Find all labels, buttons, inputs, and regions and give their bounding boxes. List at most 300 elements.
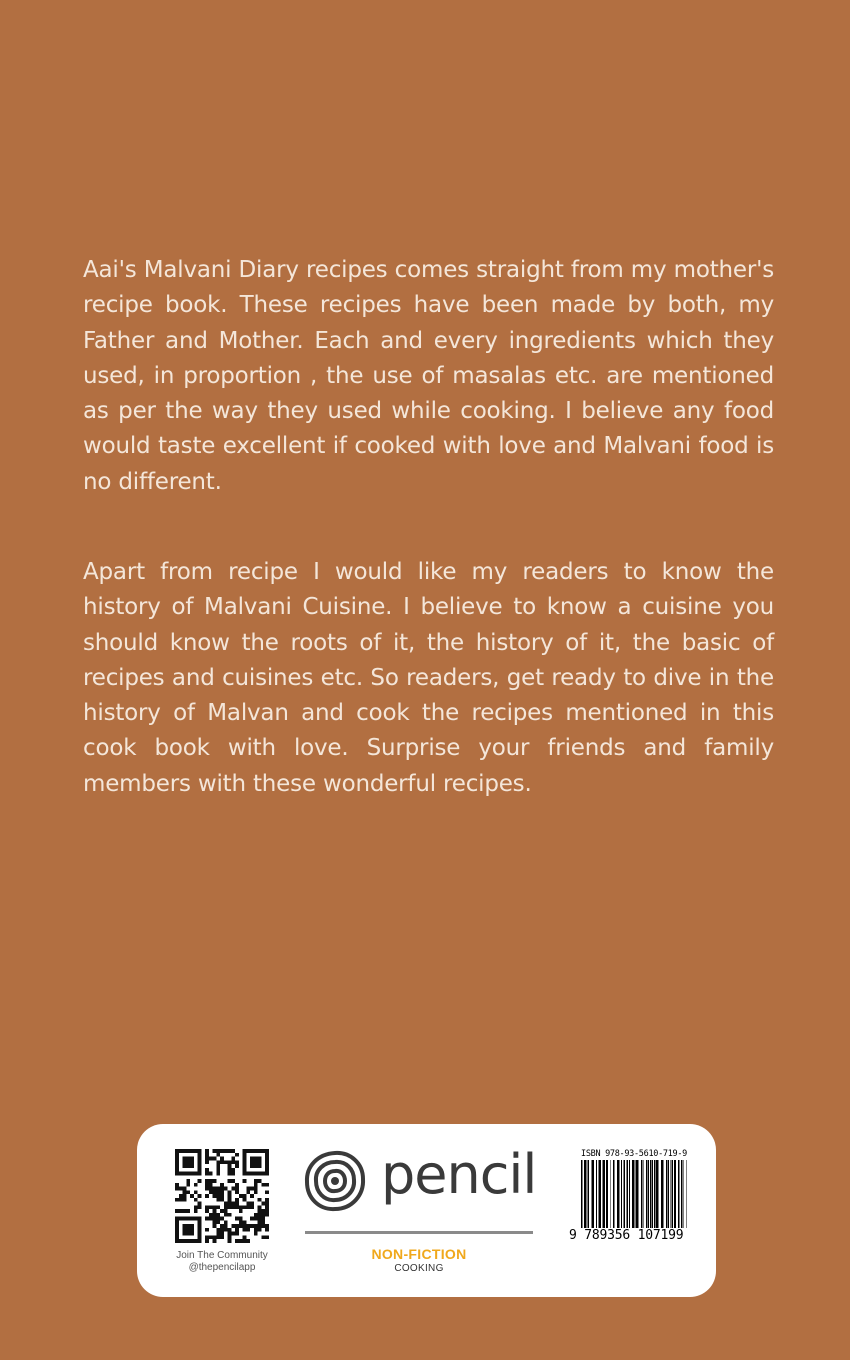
qr-module: [228, 1160, 232, 1164]
qr-module: [183, 1160, 187, 1164]
qr-module: [235, 1187, 239, 1191]
qr-module: [254, 1228, 258, 1232]
qr-module: [261, 1202, 265, 1206]
qr-module: [228, 1149, 232, 1153]
qr-module: [175, 1183, 179, 1187]
qr-module: [216, 1217, 220, 1221]
qr-module: [198, 1160, 202, 1164]
qr-module: [231, 1168, 235, 1172]
qr-module: [231, 1157, 235, 1161]
barcode-bar: [668, 1160, 669, 1228]
qr-module: [246, 1205, 250, 1209]
qr-module: [239, 1194, 243, 1198]
qr-module: [224, 1149, 228, 1153]
qr-module: [243, 1235, 247, 1239]
qr-module: [216, 1213, 220, 1217]
qr-module: [186, 1160, 190, 1164]
qr-module: [205, 1179, 209, 1183]
barcode-bar: [683, 1160, 684, 1228]
qr-module: [216, 1194, 220, 1198]
qr-module: [261, 1217, 265, 1221]
qr-module: [198, 1235, 202, 1239]
qr-module: [198, 1205, 202, 1209]
barcode-bar: [652, 1160, 653, 1228]
qr-module: [258, 1228, 262, 1232]
qr-module: [246, 1239, 250, 1243]
barcode-bar: [686, 1160, 687, 1228]
barcode-bar: [584, 1160, 586, 1228]
qr-module: [194, 1239, 198, 1243]
qr-module: [246, 1172, 250, 1176]
qr-module: [213, 1213, 217, 1217]
qr-module: [224, 1205, 228, 1209]
qr-module: [254, 1164, 258, 1168]
qr-module: [235, 1183, 239, 1187]
qr-module: [243, 1168, 247, 1172]
qr-module: [265, 1209, 269, 1213]
qr-module: [198, 1228, 202, 1232]
qr-module: [228, 1239, 232, 1243]
qr-module: [175, 1172, 179, 1176]
qr-module: [179, 1239, 183, 1243]
qr-module: [246, 1202, 250, 1206]
qr-module: [228, 1164, 232, 1168]
qr-module: [265, 1149, 269, 1153]
qr-module: [209, 1183, 213, 1187]
qr-module: [231, 1205, 235, 1209]
qr-module: [228, 1235, 232, 1239]
qr-module: [205, 1157, 209, 1161]
qr-module: [216, 1149, 220, 1153]
qr-module: [209, 1213, 213, 1217]
qr-module: [213, 1194, 217, 1198]
qr-module: [265, 1164, 269, 1168]
qr-module: [175, 1209, 179, 1213]
qr-module: [243, 1228, 247, 1232]
qr-module: [235, 1228, 239, 1232]
qr-module: [258, 1160, 262, 1164]
qr-module: [239, 1239, 243, 1243]
qr-module: [243, 1157, 247, 1161]
barcode-bar: [627, 1160, 629, 1228]
qr-module: [213, 1239, 217, 1243]
qr-module: [265, 1224, 269, 1228]
barcode-bar: [596, 1160, 597, 1228]
qr-module: [261, 1235, 265, 1239]
qr-module: [216, 1168, 220, 1172]
qr-module: [258, 1172, 262, 1176]
qr-module: [254, 1149, 258, 1153]
qr-module: [175, 1187, 179, 1191]
qr-module: [205, 1228, 209, 1232]
barcode-bar: [656, 1160, 658, 1228]
qr-caption-line-1: Join The Community: [176, 1250, 268, 1261]
qr-module: [183, 1190, 187, 1194]
qr-module: [186, 1232, 190, 1236]
subgenre-label: COOKING: [394, 1263, 444, 1274]
qr-module: [194, 1198, 198, 1202]
qr-module: [235, 1160, 239, 1164]
qr-module: [190, 1232, 194, 1236]
qr-module: [243, 1205, 247, 1209]
barcode-bar: [599, 1160, 601, 1228]
qr-module: [243, 1220, 247, 1224]
qr-module: [220, 1209, 224, 1213]
qr-module: [254, 1179, 258, 1183]
qr-module: [220, 1194, 224, 1198]
qr-module: [186, 1228, 190, 1232]
qr-module: [216, 1187, 220, 1191]
qr-module: [220, 1232, 224, 1236]
qr-module: [235, 1232, 239, 1236]
qr-module: [231, 1232, 235, 1236]
qr-module: [250, 1160, 254, 1164]
qr-module: [250, 1164, 254, 1168]
qr-module: [205, 1205, 209, 1209]
barcode-bar: [635, 1160, 636, 1228]
qr-module: [243, 1194, 247, 1198]
qr-module: [250, 1205, 254, 1209]
qr-module: [228, 1172, 232, 1176]
barcode-bar: [641, 1160, 642, 1228]
qr-module: [175, 1224, 179, 1228]
qr-module: [209, 1157, 213, 1161]
qr-module: [175, 1149, 179, 1153]
qr-module: [186, 1224, 190, 1228]
qr-module: [213, 1224, 217, 1228]
qr-module: [243, 1160, 247, 1164]
qr-module: [186, 1164, 190, 1168]
qr-module: [243, 1179, 247, 1183]
qr-module: [235, 1205, 239, 1209]
qr-module: [261, 1224, 265, 1228]
qr-module: [179, 1194, 183, 1198]
qr-module: [258, 1209, 262, 1213]
qr-module: [194, 1205, 198, 1209]
qr-module: [183, 1187, 187, 1191]
qr-module: [239, 1224, 243, 1228]
qr-module: [261, 1213, 265, 1217]
qr-module: [220, 1160, 224, 1164]
qr-module: [231, 1202, 235, 1206]
qr-module: [216, 1220, 220, 1224]
barcode-bar: [636, 1160, 638, 1228]
qr-module: [183, 1239, 187, 1243]
publisher-footer-card: [137, 1124, 716, 1297]
qr-module: [224, 1187, 228, 1191]
qr-module: [265, 1228, 269, 1232]
barcode-bar: [670, 1160, 671, 1228]
qr-module: [228, 1205, 232, 1209]
qr-module: [239, 1209, 243, 1213]
qr-module: [250, 1194, 254, 1198]
qr-module: [183, 1224, 187, 1228]
qr-module: [261, 1209, 265, 1213]
qr-module: [216, 1198, 220, 1202]
qr-module: [205, 1149, 209, 1153]
qr-module: [228, 1179, 232, 1183]
qr-module: [220, 1235, 224, 1239]
qr-module: [198, 1194, 202, 1198]
qr-module: [175, 1198, 179, 1202]
qr-module: [228, 1194, 232, 1198]
qr-module: [239, 1217, 243, 1221]
qr-module: [216, 1160, 220, 1164]
qr-module: [258, 1157, 262, 1161]
qr-module: [175, 1239, 179, 1243]
qr-module: [186, 1179, 190, 1183]
qr-module: [209, 1190, 213, 1194]
qr-module: [228, 1232, 232, 1236]
qr-module: [220, 1157, 224, 1161]
qr-module: [209, 1205, 213, 1209]
qr-module: [198, 1220, 202, 1224]
qr-module: [258, 1179, 262, 1183]
qr-module: [220, 1149, 224, 1153]
qr-module: [205, 1239, 209, 1243]
qr-module: [186, 1190, 190, 1194]
qr-module: [235, 1217, 239, 1221]
qr-module: [183, 1209, 187, 1213]
barcode-bar: [648, 1160, 649, 1228]
qr-module: [205, 1168, 209, 1172]
qr-module: [228, 1228, 232, 1232]
qr-module: [213, 1220, 217, 1224]
barcode-bar: [606, 1160, 608, 1228]
barcode-bar: [681, 1160, 683, 1228]
qr-module: [265, 1235, 269, 1239]
qr-module: [254, 1157, 258, 1161]
qr-module: [175, 1235, 179, 1239]
qr-module: [205, 1187, 209, 1191]
qr-module: [194, 1183, 198, 1187]
qr-module: [213, 1209, 217, 1213]
qr-module: [190, 1172, 194, 1176]
barcode-bar: [610, 1160, 611, 1228]
qr-module: [250, 1187, 254, 1191]
qr-module: [254, 1172, 258, 1176]
qr-module: [190, 1164, 194, 1168]
qr-module: [216, 1232, 220, 1236]
barcode-bar: [629, 1160, 630, 1228]
qr-module: [198, 1164, 202, 1168]
qr-module: [205, 1172, 209, 1176]
qr-module: [243, 1149, 247, 1153]
barcode-bar: [643, 1160, 644, 1228]
qr-module: [205, 1217, 209, 1221]
qr-module: [220, 1187, 224, 1191]
qr-module: [198, 1239, 202, 1243]
qr-module: [209, 1217, 213, 1221]
qr-module: [175, 1228, 179, 1232]
qr-module: [190, 1224, 194, 1228]
qr-module: [179, 1149, 183, 1153]
qr-module: [216, 1235, 220, 1239]
qr-module: [250, 1224, 254, 1228]
qr-module: [183, 1164, 187, 1168]
qr-module: [216, 1153, 220, 1157]
qr-module: [194, 1190, 198, 1194]
description-paragraph-2: Apart from recipe I would like my readers to know the history of Malvani Cuisine. I believe to know a cuisine you should know the roots of it, the history of it, the basic of recipes and cuisines etc. So readers, get ready to dive in the history of Malvan and cook the recipes mentioned in this cook book with love. Surprise your friends and family members with these wonderful recipes.: [83, 559, 774, 797]
qr-module: [213, 1157, 217, 1161]
qr-module: [179, 1172, 183, 1176]
qr-module: [198, 1224, 202, 1228]
qr-module: [235, 1224, 239, 1228]
qr-module: [254, 1224, 258, 1228]
qr-module: [209, 1179, 213, 1183]
qr-module: [216, 1228, 220, 1232]
barcode-bar: [666, 1160, 668, 1228]
qr-module: [224, 1213, 228, 1217]
barcode-bar: [623, 1160, 625, 1228]
qr-module: [175, 1164, 179, 1168]
qr-module: [198, 1202, 202, 1206]
qr-module: [243, 1164, 247, 1168]
qr-module: [265, 1202, 269, 1206]
qr-module: [216, 1190, 220, 1194]
qr-module: [198, 1232, 202, 1236]
qr-module: [220, 1183, 224, 1187]
qr-module: [246, 1190, 250, 1194]
qr-module: [213, 1235, 217, 1239]
barcode-bar: [671, 1160, 673, 1228]
qr-module: [220, 1217, 224, 1221]
qr-module: [198, 1168, 202, 1172]
qr-module: [265, 1198, 269, 1202]
qr-module: [258, 1164, 262, 1168]
qr-module: [186, 1239, 190, 1243]
qr-module: [209, 1187, 213, 1191]
qr-module: [213, 1190, 217, 1194]
qr-module: [250, 1202, 254, 1206]
qr-module: [224, 1228, 228, 1232]
qr-module: [228, 1202, 232, 1206]
qr-module: [220, 1224, 224, 1228]
qr-module: [175, 1157, 179, 1161]
barcode-bar: [678, 1160, 680, 1228]
qr-module: [254, 1213, 258, 1217]
qr-module: [231, 1172, 235, 1176]
qr-module: [246, 1149, 250, 1153]
qr-module: [198, 1153, 202, 1157]
qr-module: [254, 1232, 258, 1236]
qr-module: [205, 1209, 209, 1213]
qr-module: [258, 1205, 262, 1209]
qr-module: [194, 1149, 198, 1153]
barcode-bar: [632, 1160, 634, 1228]
qr-module: [235, 1198, 239, 1202]
qr-module: [186, 1217, 190, 1221]
qr-module: [265, 1168, 269, 1172]
qr-module: [175, 1168, 179, 1172]
qr-module: [198, 1179, 202, 1183]
isbn-digits: 9 789356 107199: [569, 1228, 684, 1243]
qr-module: [213, 1205, 217, 1209]
qr-module: [175, 1232, 179, 1236]
description-paragraph-1: Aai's Malvani Diary recipes comes straight from my mother's recipe book. These recipes have been made by both, my Father and Mother. Each and every ingredients which they used, in proportion , the use of masalas etc. are mentioned as per the way they used while cooking. I believe any food would taste excellent if cooked with love and Malvani food is no different.: [83, 257, 774, 495]
qr-module: [213, 1149, 217, 1153]
qr-module: [243, 1224, 247, 1228]
qr-module: [220, 1190, 224, 1194]
qr-module: [198, 1217, 202, 1221]
qr-module: [261, 1172, 265, 1176]
qr-module: [254, 1217, 258, 1221]
qr-code-icon[interactable]: [175, 1149, 269, 1243]
qr-module: [265, 1190, 269, 1194]
qr-module: [183, 1198, 187, 1202]
qr-module: [235, 1239, 239, 1243]
publisher-wordmark: pencil: [381, 1143, 537, 1206]
qr-module: [186, 1149, 190, 1153]
qr-module: [190, 1160, 194, 1164]
qr-module: [265, 1153, 269, 1157]
qr-module: [183, 1217, 187, 1221]
qr-module: [183, 1149, 187, 1153]
qr-module: [198, 1172, 202, 1176]
qr-module: [186, 1183, 190, 1187]
qr-module: [175, 1153, 179, 1157]
qr-module: [209, 1235, 213, 1239]
qr-module: [224, 1160, 228, 1164]
qr-module: [231, 1149, 235, 1153]
qr-module: [258, 1213, 262, 1217]
qr-module: [220, 1198, 224, 1202]
qr-module: [183, 1228, 187, 1232]
barcode-bar: [654, 1160, 656, 1228]
qr-module: [224, 1220, 228, 1224]
barcode-bar: [603, 1160, 605, 1228]
footer-divider: [305, 1231, 533, 1234]
qr-module: [216, 1172, 220, 1176]
qr-module: [186, 1157, 190, 1161]
qr-module: [258, 1149, 262, 1153]
qr-module: [258, 1220, 262, 1224]
qr-module: [254, 1187, 258, 1191]
qr-module: [216, 1164, 220, 1168]
qr-module: [231, 1187, 235, 1191]
qr-module: [250, 1149, 254, 1153]
qr-module: [228, 1213, 232, 1217]
qr-module: [186, 1172, 190, 1176]
qr-module: [190, 1194, 194, 1198]
qr-module: [224, 1209, 228, 1213]
qr-module: [265, 1172, 269, 1176]
genre-label: NON-FICTION: [371, 1246, 467, 1262]
qr-module: [246, 1224, 250, 1228]
qr-module: [231, 1160, 235, 1164]
qr-module: [175, 1220, 179, 1224]
qr-module: [190, 1149, 194, 1153]
qr-module: [216, 1205, 220, 1209]
qr-module: [246, 1187, 250, 1191]
qr-module: [228, 1198, 232, 1202]
barcode-bar: [674, 1160, 676, 1228]
qr-module: [246, 1228, 250, 1232]
qr-module: [205, 1194, 209, 1198]
barcode-bar: [650, 1160, 652, 1228]
qr-module: [179, 1198, 183, 1202]
qr-module: [179, 1217, 183, 1221]
qr-module: [179, 1187, 183, 1191]
barcode-bar: [581, 1160, 583, 1228]
qr-module: [231, 1224, 235, 1228]
qr-module: [179, 1209, 183, 1213]
qr-module: [243, 1198, 247, 1202]
qr-module: [239, 1220, 243, 1224]
qr-module: [231, 1179, 235, 1183]
barcode-bar: [613, 1160, 615, 1228]
qr-module: [254, 1183, 258, 1187]
